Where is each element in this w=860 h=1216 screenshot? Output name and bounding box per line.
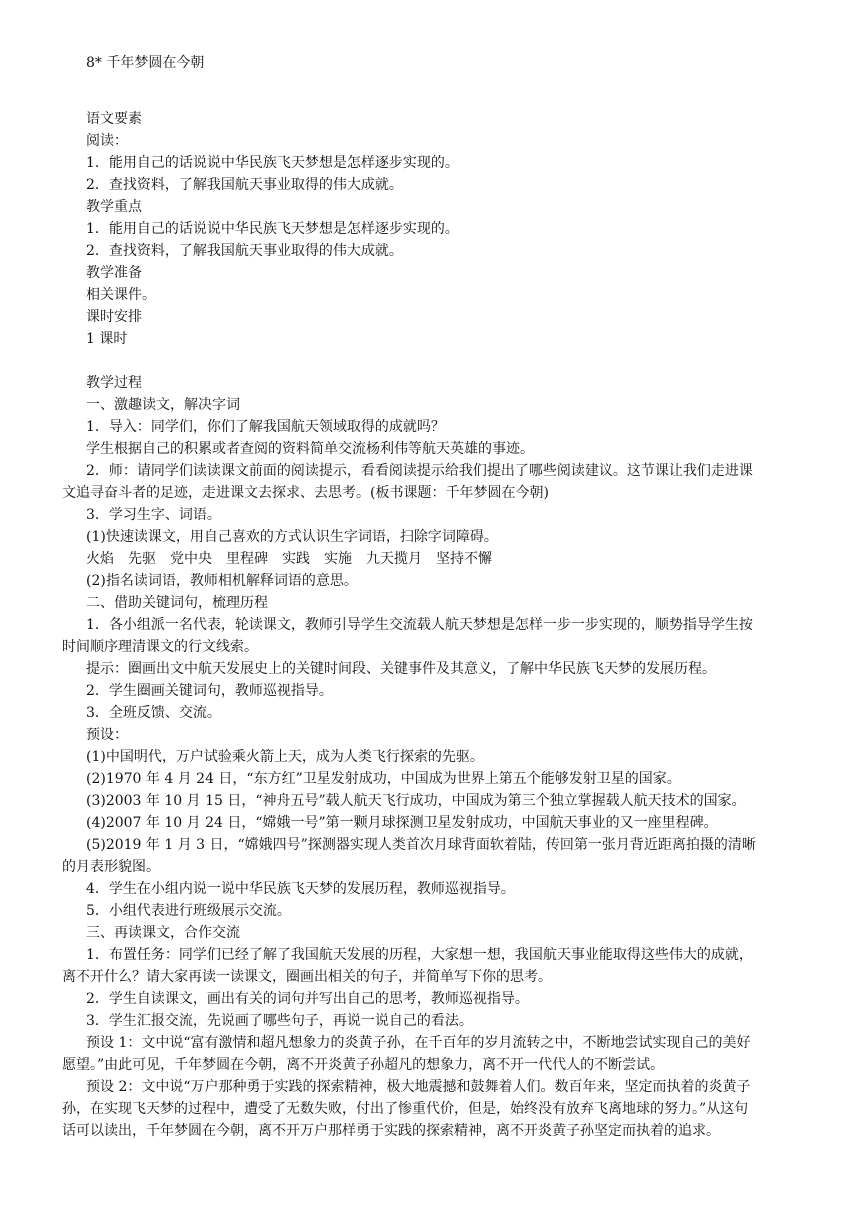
text-line: 时间顺序理清课文的行文线索。: [62, 639, 258, 655]
text-line: (2)1970 年 4 月 24 日，“东方红”卫星发射成功，中国成为世界上第五个能够发射卫星的国家。: [86, 771, 681, 787]
text-line: 1．布置任务：同学们已经了解了我国航天发展的历程，大家想一想，我国航天事业能取得这些伟大的成就，: [86, 947, 753, 963]
text-line: 1 课时: [86, 331, 128, 347]
text-line: 1．能用自己的话说说中华民族飞天梦想是怎样逐步实现的。: [86, 221, 459, 237]
section-heading: 教学准备: [86, 265, 142, 281]
text-line: 2．学生自读课文，画出有关的词句并写出自己的思考，教师巡视指导。: [86, 991, 529, 1007]
text-line: (1)快速读课文，用自己喜欢的方式认识生字词语，扫除字词障碍。: [86, 529, 498, 545]
text-line: 离不开什么？请大家再读一读课文，圈画出相关的句子，并简单写下你的思考。: [62, 969, 552, 985]
text-line: 学生根据自己的积累或者查阅的资料简单交流杨利伟等航天英雄的事迹。: [86, 441, 534, 457]
text-line: 文追寻奋斗者的足迹，走进课文去探求、去思考。(板书课题：千年梦圆在今朝): [62, 485, 549, 501]
text-line: 2．查找资料，了解我国航天事业取得的伟大成就。: [86, 177, 403, 193]
section-heading: 语文要素: [86, 111, 142, 127]
text-line: 1．能用自己的话说说中华民族飞天梦想是怎样逐步实现的。: [86, 155, 459, 171]
text-line: (3)2003 年 10 月 15 日，“神舟五号”载人航天飞行成功，中国成为第三个独立掌握载人航天技术的国家。: [86, 793, 746, 809]
section-heading: 教学过程: [86, 375, 142, 391]
text-line: 1．各小组派一名代表，轮读课文，教师引导学生交流载人航天梦想是怎样一步一步实现的，顺势指导学生按: [86, 617, 753, 633]
text-line: 5．小组代表进行班级展示交流。: [86, 903, 291, 919]
text-line: 3．学生汇报交流，先说画了哪些句子，再说一说自己的看法。: [86, 1013, 473, 1029]
text-line: 一、激趣读文，解决字词: [86, 397, 240, 413]
text-line: (2)指名读词语，教师相机解释词语的意思。: [86, 573, 358, 589]
text-line: 3．学习生字、词语。: [86, 507, 221, 523]
text-line: 孙，在实现飞天梦的过程中，遭受了无数失败，付出了惨重代价，但是，始终没有放弃飞离地球的努力。”从这句: [62, 1101, 749, 1117]
section-heading: 教学重点: [86, 199, 142, 215]
text-line: 2．查找资料，了解我国航天事业取得的伟大成就。: [86, 243, 403, 259]
text-line: 阅读：: [86, 133, 128, 149]
text-line: 话可以读出，千年梦圆在今朝，离不开万户那样勇于实践的探索精神，离不开炎黄子孙坚定而执着的追求。: [62, 1123, 720, 1139]
text-line: 预设 1：文中说“富有激情和超凡想象力的炎黄子孙，在千百年的岁月流转之中，不断地尝试实现自己的美好: [86, 1035, 751, 1051]
lesson-title: 8* 千年梦圆在今朝: [86, 55, 205, 71]
text-line: 2．学生圈画关键词句，教师巡视指导。: [86, 683, 333, 699]
text-line: 的月表形貌图。: [62, 859, 160, 875]
text-line: 愿望。”由此可见，千年梦圆在今朝，离不开炎黄子孙超凡的想象力，离不开一代代人的不断尝试。: [62, 1057, 665, 1073]
text-line: 3．全班反馈、交流。: [86, 705, 221, 721]
text-line: 4．学生在小组内说一说中华民族飞天梦的发展历程，教师巡视指导。: [86, 881, 515, 897]
text-line: 2．师：请同学们读读课文前面的阅读提示，看看阅读提示给我们提出了哪些阅读建议。这节课让我们走进课: [86, 463, 753, 479]
text-line: 相关课件。: [86, 287, 156, 303]
text-line: (4)2007 年 10 月 24 日，“嫦娥一号”第一颗月球探测卫星发射成功，中国航天事业的又一座里程碑。: [86, 815, 718, 831]
text-line: 预设 2：文中说“万户那种勇于实践的探索精神，极大地震撼和鼓舞着人们。数百年来，坚定而执着的炎黄子: [86, 1079, 751, 1095]
text-line: 1．导入：同学们，你们了解我国航天领域取得的成就吗？: [86, 419, 445, 435]
text-line: 二、借助关键词句，梳理历程: [86, 595, 268, 611]
text-line: 提示：圈画出文中航天发展史上的关键时间段、关键事件及其意义，了解中华民族飞天梦的发展历程。: [86, 661, 716, 677]
text-line: (1)中国明代，万户试验乘火箭上天，成为人类飞行探索的先驱。: [86, 749, 484, 765]
section-heading: 课时安排: [86, 309, 142, 325]
text-line: (5)2019 年 1 月 3 日，“嫦娥四号”探测器实现人类首次月球背面软着陆，传回第一张月背近距离拍摄的清晰: [86, 837, 756, 853]
text-line: 三、再读课文，合作交流: [86, 925, 240, 941]
text-line: 火焰 先驱 党中央 里程碑 实践 实施 九天揽月 坚持不懈: [86, 551, 492, 567]
text-line: 预设：: [86, 727, 128, 743]
